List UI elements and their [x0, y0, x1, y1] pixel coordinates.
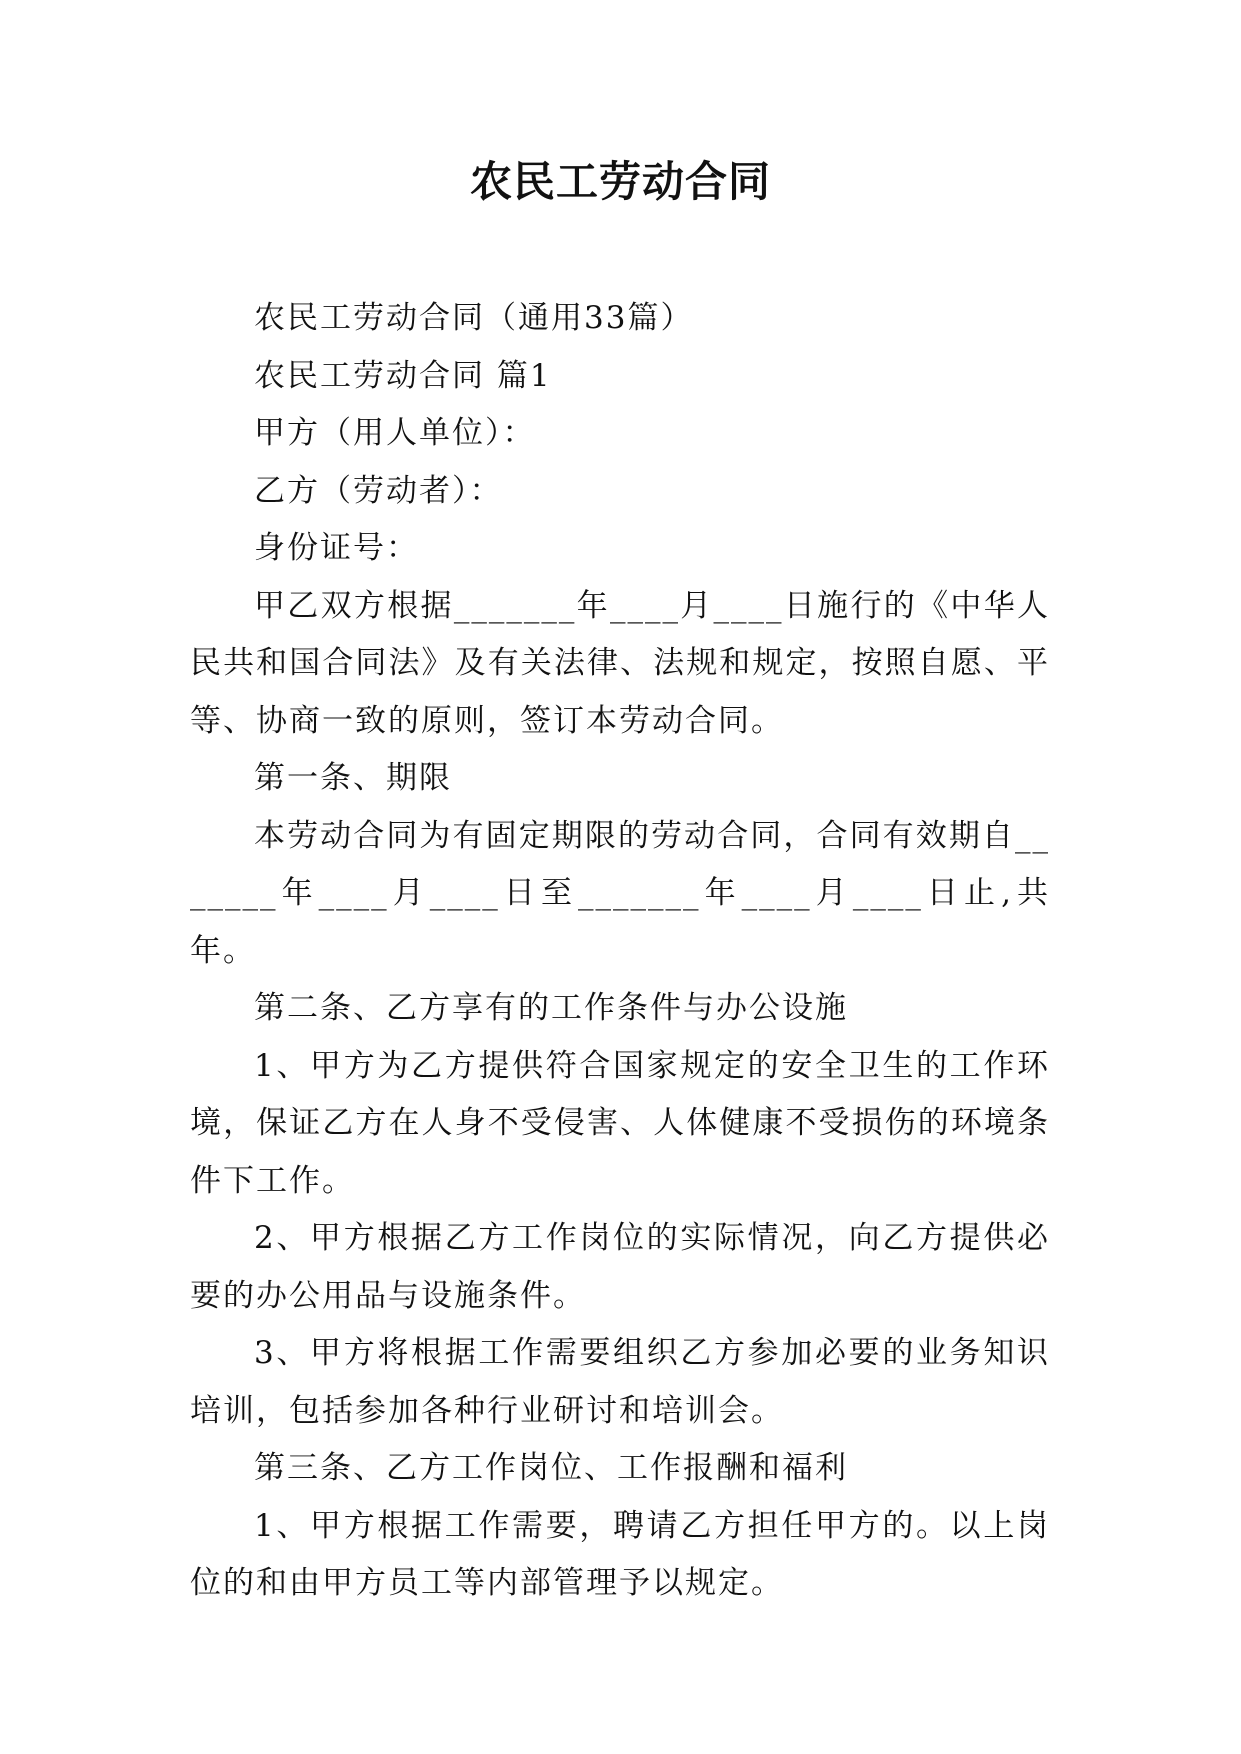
- paragraph-id-number: 身份证号：: [254, 530, 419, 566]
- document-title: 农民工劳动合同: [469, 157, 771, 206]
- paragraph-article-3-heading: 第三条、乙方工作岗位、工作报酬和福利: [254, 1450, 848, 1486]
- paragraph-article-2-item-2: 2、甲方根据乙方工作岗位的实际情况，向乙方提供必要的办公用品与设施条件。: [190, 1220, 1050, 1314]
- paragraph-preamble: 甲乙双方根据_______年____月____日施行的《中华人民共和国合同法》及有关法律、法规和规定，按照自愿、平等、协商一致的原则，签订本劳动合同。: [190, 587, 1050, 739]
- paragraph-article-2-item-3: 3、甲方将根据工作需要组织乙方参加必要的业务知识培训，包括参加各种行业研讨和培训会。: [190, 1335, 1050, 1429]
- paragraph-article-3-item-1: 1、甲方根据工作需要，聘请乙方担任甲方的。以上岗位的和由甲方员工等内部管理予以规定。: [190, 1507, 1050, 1601]
- paragraph-article-2-heading: 第二条、乙方享有的工作条件与办公设施: [254, 990, 848, 1026]
- paragraph-article-2-item-1: 1、甲方为乙方提供符合国家规定的安全卫生的工作环境，保证乙方在人身不受侵害、人体健康不受损伤的环境条件下工作。: [190, 1047, 1050, 1199]
- paragraph-party-b: 乙方（劳动者）：: [254, 472, 503, 509]
- paragraph-article-1-term: 本劳动合同为有固定期限的劳动合同，合同有效期自_______年____月____日至_______年____月____日止,共年。: [190, 817, 1050, 969]
- paragraph-party-a: 甲方（用人单位）：: [254, 415, 536, 451]
- paragraph-section-heading: 农民工劳动合同 篇1: [254, 357, 552, 394]
- document-body: [190, 290, 1050, 1613]
- paragraph-subtitle: 农民工劳动合同（通用33篇）: [254, 300, 694, 336]
- paragraph-article-1-heading: 第一条、期限: [254, 760, 452, 796]
